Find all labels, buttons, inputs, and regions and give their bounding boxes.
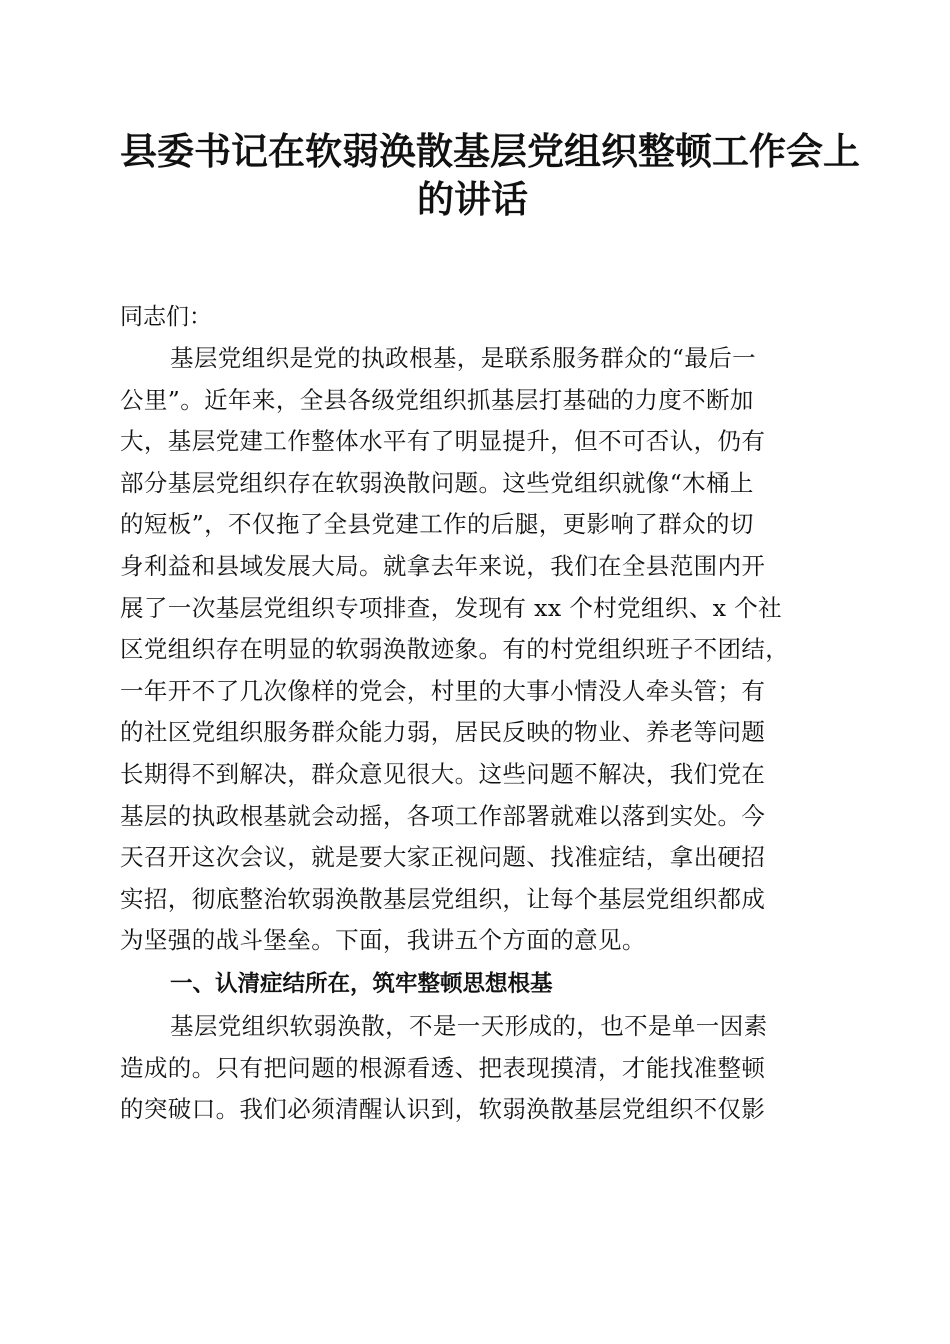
paragraph-line: 的社区党组织服务群众能力弱，居民反映的物业、养老等问题 <box>120 718 766 747</box>
document-page <box>120 128 860 1131</box>
paragraph-line: 实招，彻底整治软弱涣散基层党组织，让每个基层党组织都成 <box>120 884 766 913</box>
paragraph-intro <box>120 338 825 962</box>
paragraph-line: 区党组织存在明显的软弱涣散迹象。有的村党组织班子不团结， <box>120 635 790 664</box>
salutation: 同志们： <box>120 304 212 330</box>
paragraph-line: 的突破口。我们必须清醒认识到，软弱涣散基层党组织不仅影 <box>120 1095 766 1124</box>
paragraph-line: 造成的。只有把问题的根源看透、把表现摸清，才能找准整顿 <box>120 1053 766 1082</box>
paragraph-line: 基层党组织软弱涣散，不是一天形成的，也不是单一因素 <box>170 1011 768 1040</box>
paragraph-line: 天召开这次会议，就是要大家正视问题、找准症结，拿出硬招 <box>120 843 766 872</box>
paragraph-line: 公里”。近年来，全县各级党组织抓基层打基础的力度不断加 <box>120 385 754 414</box>
paragraph-line: 基层党组织是党的执政根基，是联系服务群众的“最后一 <box>170 344 757 372</box>
paragraph-line: 基层的执政根基就会动摇，各项工作部署就难以落到实处。今 <box>120 801 766 830</box>
paragraph-section1 <box>120 1006 825 1131</box>
paragraph-line: 部分基层党组织存在软弱涣散问题。这些党组织就像“木桶上 <box>120 468 754 497</box>
paragraph-line: 身利益和县域发展大局。就拿去年来说，我们在全县范围内开 <box>120 551 766 580</box>
title-line: 县委书记在软弱涣散基层党组织整顿工作会上 <box>120 130 860 173</box>
document-title <box>120 128 860 224</box>
paragraph-line: 长期得不到解决，群众意见很大。这些问题不解决，我们党在 <box>120 759 766 788</box>
paragraph-line: 展了一次基层党组织专项排查，发现有 xx 个村党组织、x 个社 <box>120 593 783 622</box>
paragraph-line: 为坚强的战斗堡垒。下面，我讲五个方面的意见。 <box>120 926 646 955</box>
paragraph-line: 大，基层党建工作整体水平有了明显提升，但不可否认，仍有 <box>120 427 766 456</box>
title-line: 的讲话 <box>417 178 528 221</box>
paragraph-line: 一年开不了几次像样的党会，村里的大事小情没人牵头管；有 <box>120 676 766 705</box>
paragraph-line: 的短板”，不仅拖了全县党建工作的后腿，更影响了群众的切 <box>120 510 754 539</box>
section-heading: 一、认清症结所在，筑牢整顿思想根基 <box>170 970 553 997</box>
